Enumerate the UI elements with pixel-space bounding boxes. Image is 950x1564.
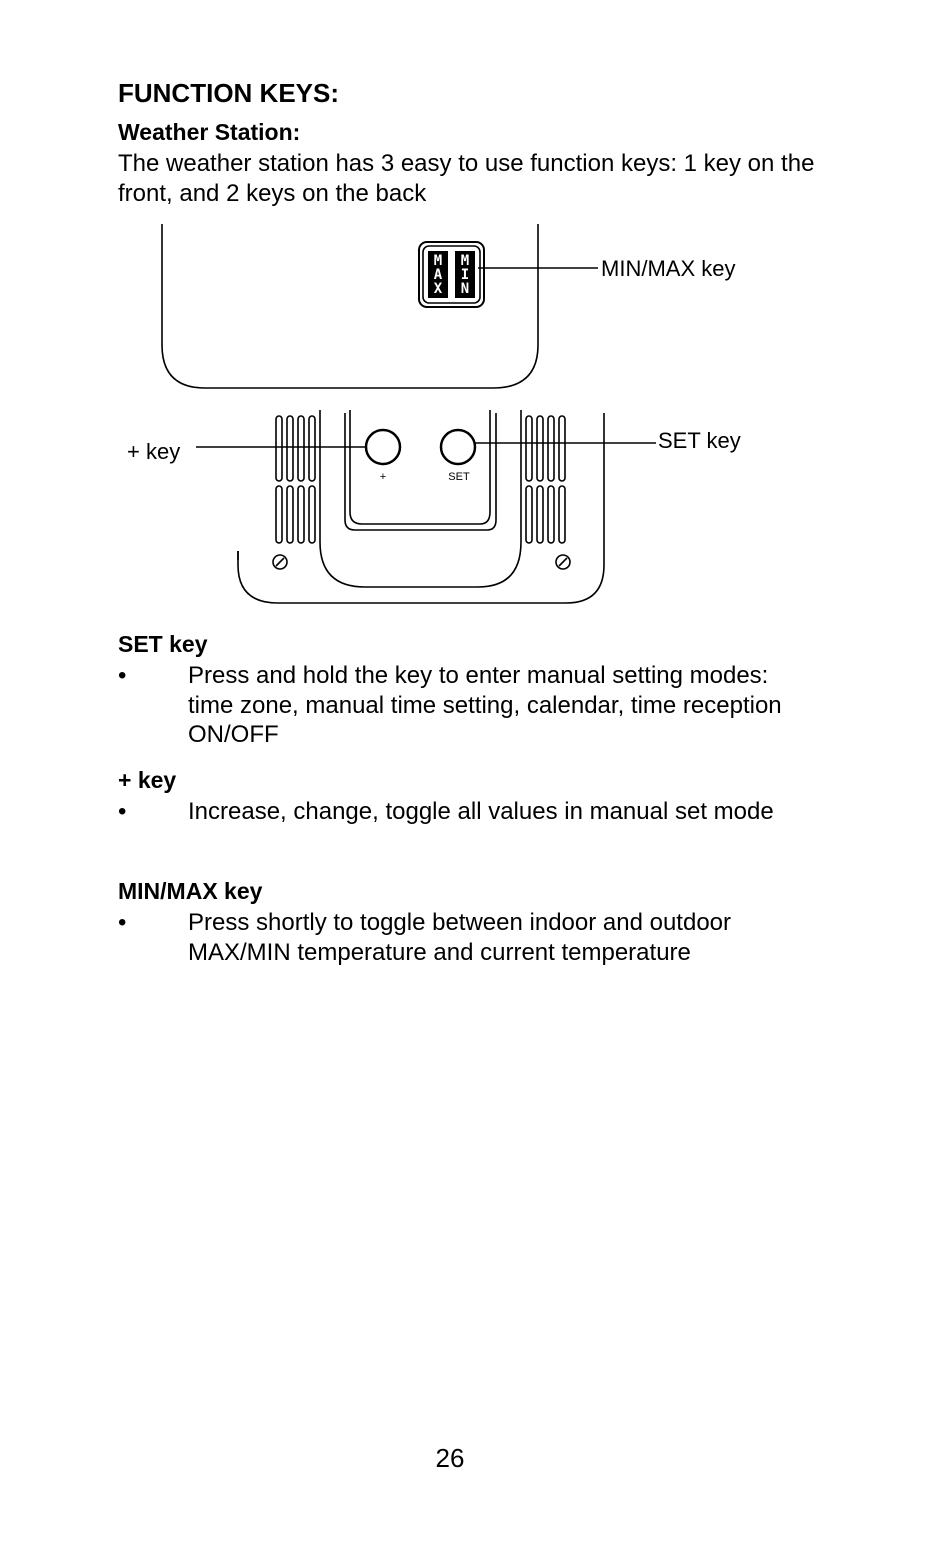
minmax-key-button xyxy=(428,251,475,298)
plus-key-label: + key xyxy=(127,439,181,464)
intro-paragraph: The weather station has 3 easy to use function keys: 1 key on the front, and 2 keys on the back xyxy=(118,150,815,207)
plus-key-button xyxy=(366,430,400,464)
set-key-description: Press and hold the key to enter manual setting modes: time zone, manual time setting, calendar, time reception ON/OFF xyxy=(188,662,782,748)
plus-key-description: Increase, change, toggle all values in manual set mode xyxy=(188,798,774,825)
right-grill xyxy=(526,416,565,543)
set-key-button xyxy=(441,430,475,464)
min-face-text: M I N xyxy=(460,253,470,297)
set-button-caption: SET xyxy=(448,471,470,483)
page-number: 26 xyxy=(435,1443,465,1473)
minmax-key-section-title: MIN/MAX key xyxy=(118,878,263,904)
page-heading: FUNCTION KEYS: xyxy=(118,78,339,108)
max-face-text: M A X xyxy=(433,253,443,297)
right-screw-icon xyxy=(556,555,570,569)
weather-station-diagram xyxy=(118,222,778,612)
left-grill xyxy=(276,416,315,543)
minmax-key-description: Press shortly to toggle between indoor and outdoor MAX/MIN temperature and current temperature xyxy=(188,909,732,966)
bullet-symbol: • xyxy=(118,798,127,825)
bullet-symbol: • xyxy=(118,909,127,936)
plus-key-section-title: + key xyxy=(118,767,177,793)
subheading: Weather Station: xyxy=(118,119,301,145)
set-key-section-title: SET key xyxy=(118,631,208,657)
plus-button-caption: + xyxy=(379,471,387,483)
left-screw-icon xyxy=(273,555,287,569)
minmax-key-label: MIN/MAX key xyxy=(601,256,736,281)
bullet-symbol: • xyxy=(118,662,127,689)
set-key-label: SET key xyxy=(658,428,741,453)
